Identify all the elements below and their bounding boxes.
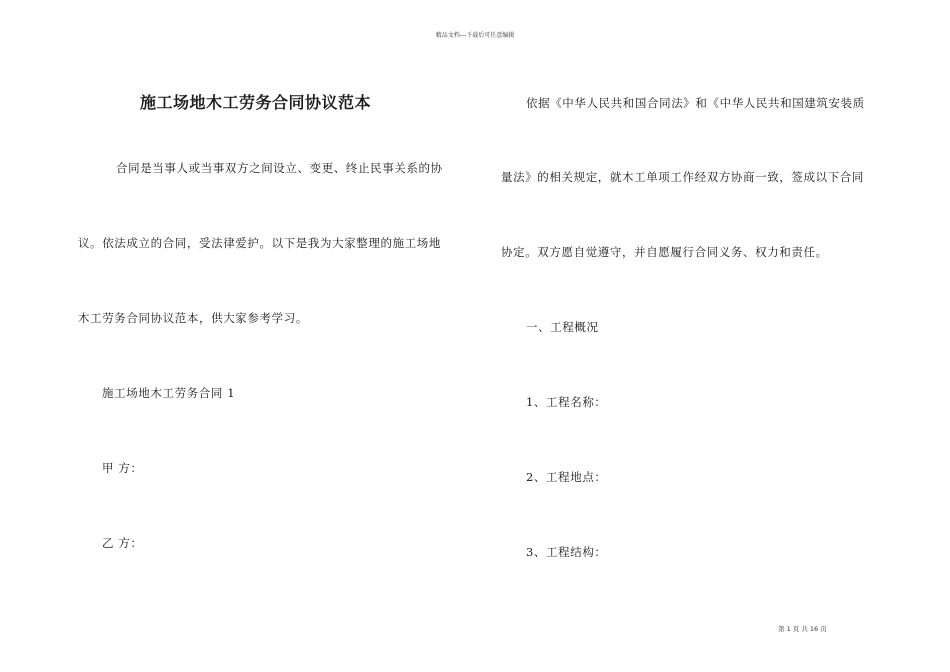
section-project-overview: 一、工程概况 (526, 320, 599, 334)
legal-basis-line-1: 依据《中华人民共和国合同法》和《中华人民共和国建筑安装质 (526, 96, 865, 110)
legal-basis-line-2: 量法》的相关规定，就木工单项工作经双方协商一致，签成以下合同 (501, 170, 864, 184)
item-project-structure: 3、工程结构： (526, 545, 607, 559)
contract-heading: 施工场地木工劳务合同 1 (102, 386, 236, 400)
item-project-name: 1、工程名称： (526, 395, 607, 409)
intro-line-2: 议。依法成立的合同，受法律爱护。以下是我为大家整理的施工场地 (78, 236, 441, 250)
page-number: 第 1 页 共 16 页 (778, 625, 827, 633)
document-title: 施工场地木工劳务合同协议范本 (140, 93, 372, 112)
legal-basis-line-3: 协定。双方愿自觉遵守，并自愿履行合同义务、权力和责任。 (501, 245, 828, 259)
party-b-label: 乙 方： (102, 536, 143, 550)
intro-line-3: 木工劳务合同协议范本，供大家参考学习。 (78, 311, 308, 325)
item-project-location: 2、工程地点： (526, 470, 607, 484)
intro-line-1: 合同是当事人或当事双方之间设立、变更、终止民事关系的协 (116, 161, 443, 175)
party-a-label: 甲 方： (102, 461, 143, 475)
header-note: 精品文档---下载后可任意编辑 (435, 32, 515, 39)
